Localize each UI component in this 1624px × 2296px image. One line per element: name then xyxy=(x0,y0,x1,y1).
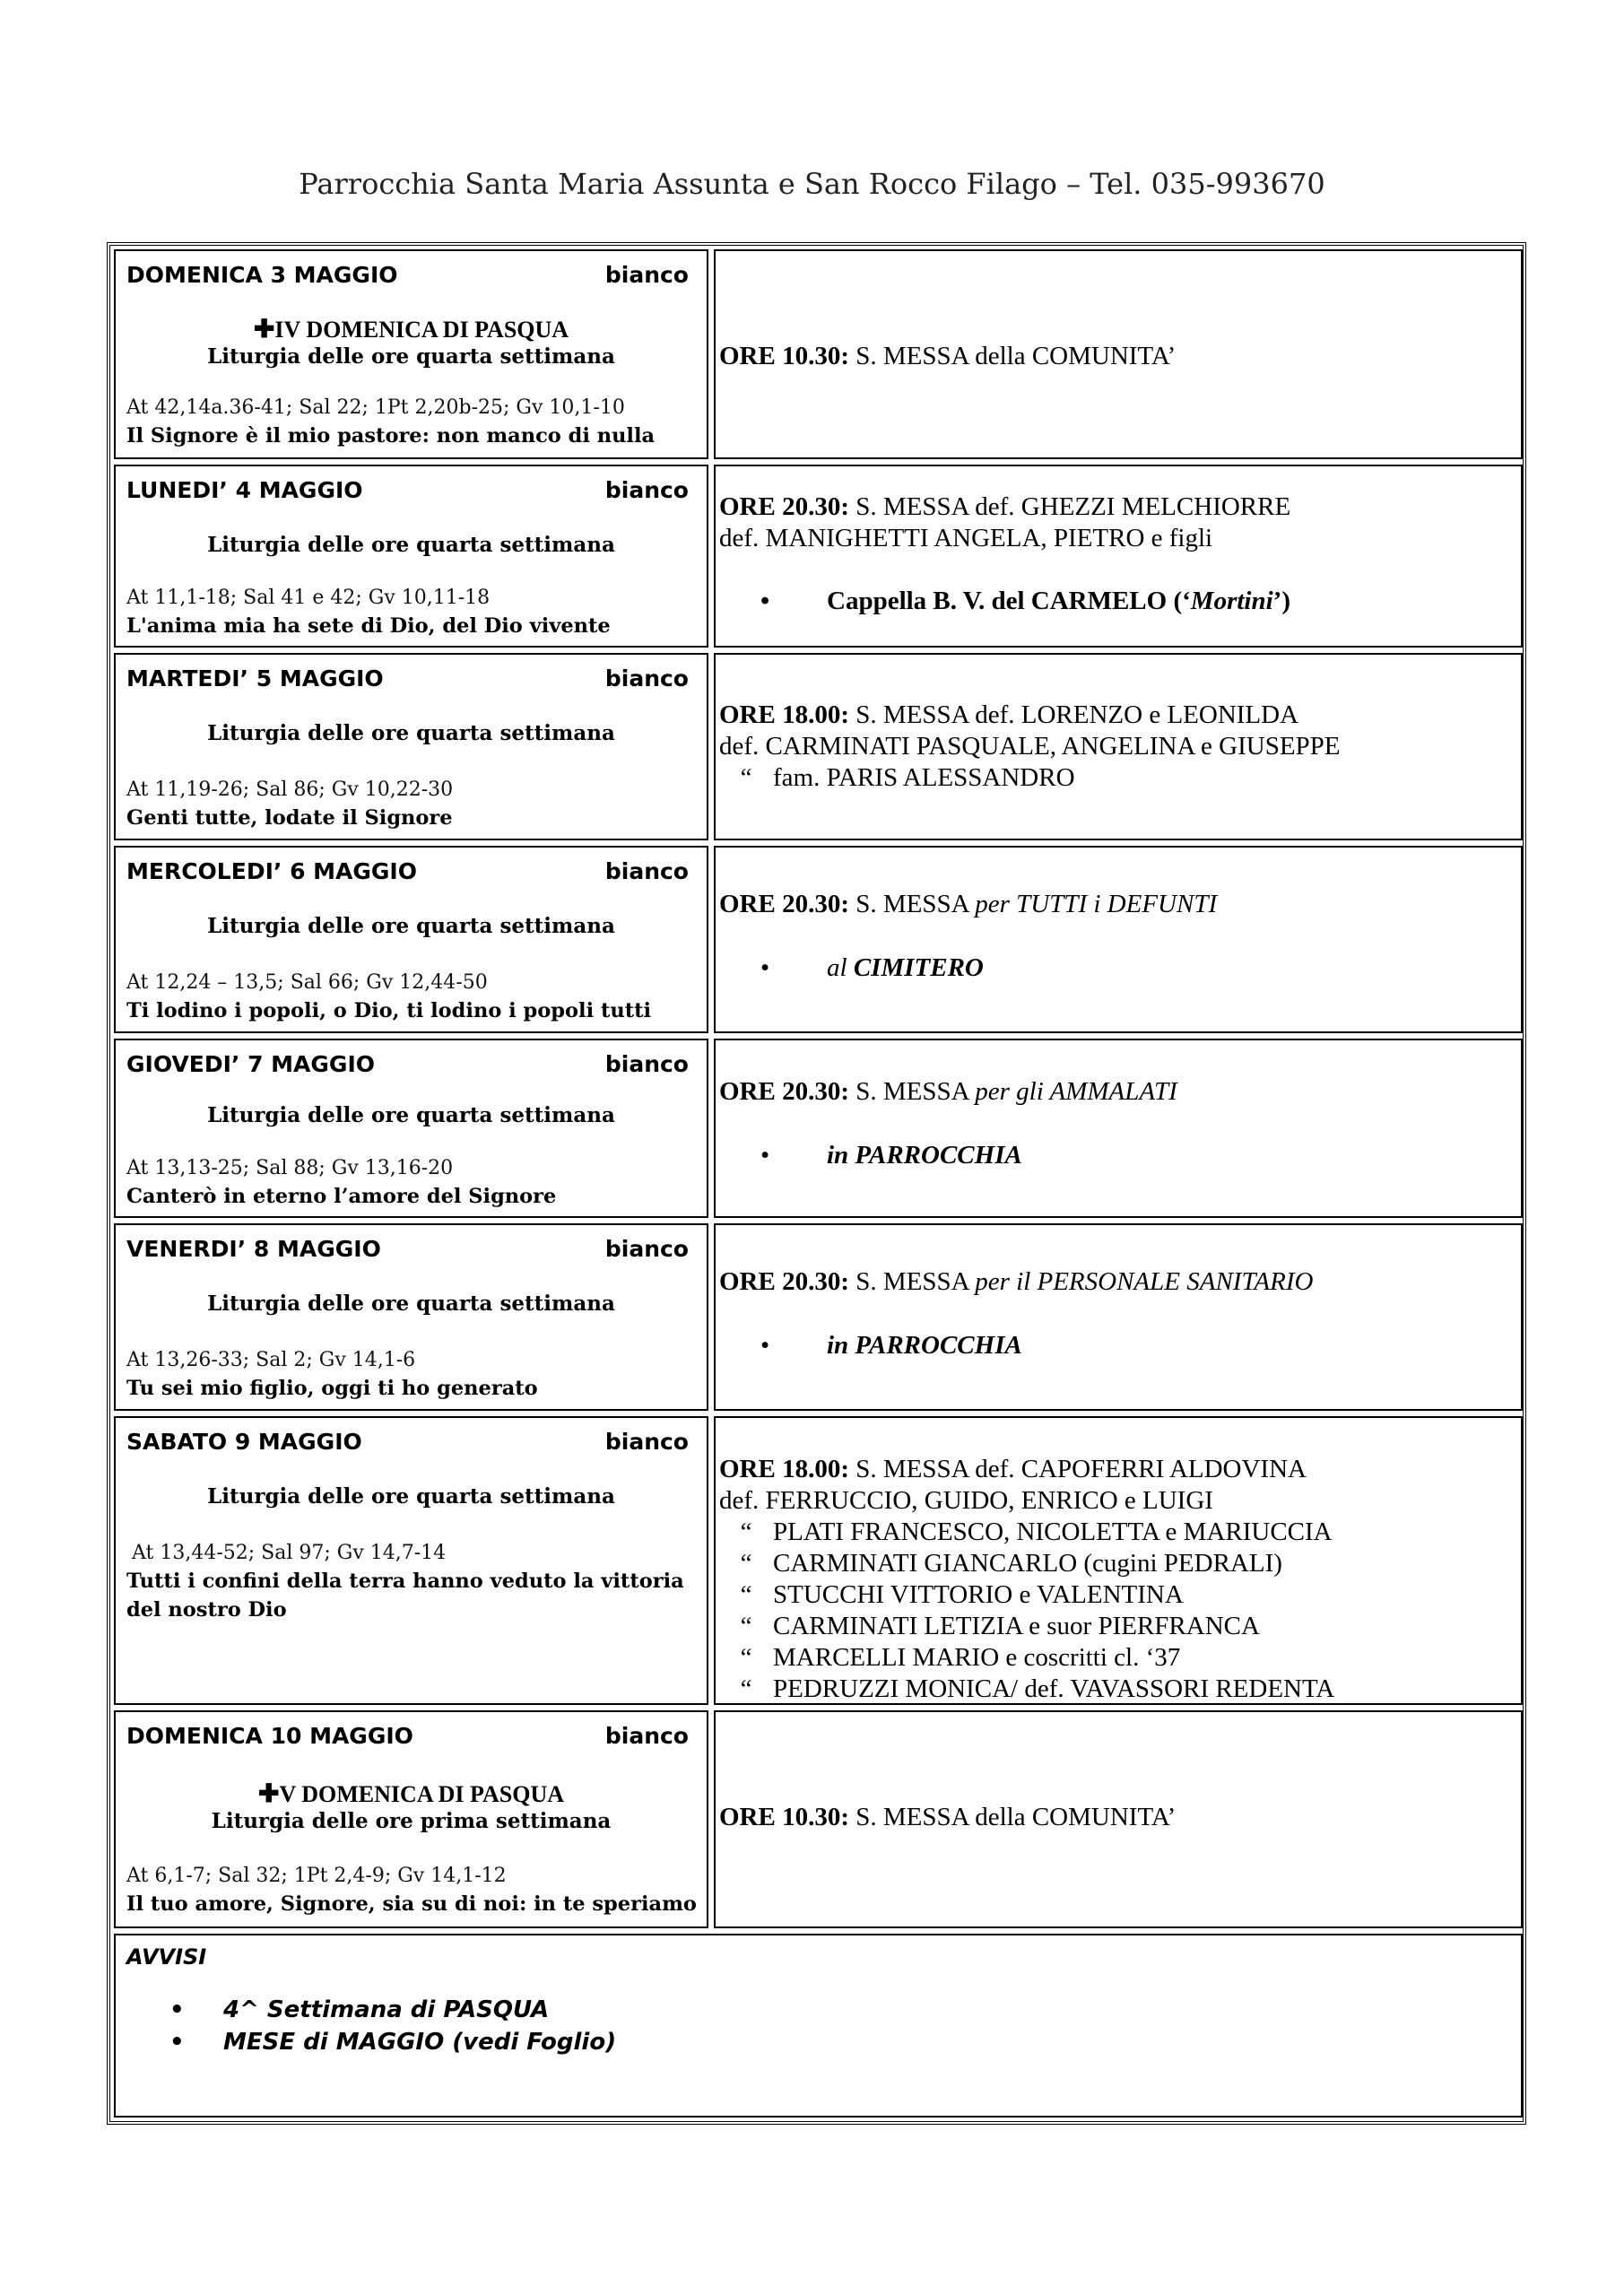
mass-cell-tuesday-5 xyxy=(714,653,1523,840)
bullet-icon: • xyxy=(169,2029,185,2056)
intention-line: “ STUCCHI VITTORIO e VALENTINA xyxy=(740,1580,1184,1609)
feast-title: ✚IV DOMENICA DI PASQUA xyxy=(253,316,569,344)
mass-info: ORE 18.00: S. MESSA def. CAPOFERRI ALDOVINA def. FERRUCCIO, GUIDO, ENRICO e LUIGI “ PLATI FRANCESCO, NICOLETTA e MARIUCCIA “ CARMINATI GIANCARLO (cugini PEDRALI) “ STUCCHI VITTORIO e VALENTINA “ CARMINATI LETIZIA e suor PIERFRANCA “ MARCELLI MARIO e coscritti cl. ‘37 “ PEDRUZZI MONICA/ def. VAVASSORI REDENTA xyxy=(719,1454,1515,1705)
liturgical-color: bianco xyxy=(604,1051,689,1077)
mass-cell-monday-4 xyxy=(714,465,1523,648)
liturgical-color: bianco xyxy=(604,858,689,884)
liturgy-week: Liturgia delle ore quarta settimana xyxy=(207,1292,615,1316)
day-title: DOMENICA 3 MAGGIO xyxy=(126,262,398,288)
psalm-refrain: Ti lodino i popoli, o Dio, ti lodino i popoli tutti xyxy=(126,999,652,1022)
day-cell-saturday-9 xyxy=(114,1416,708,1705)
feast-title: ✚V DOMENICA DI PASQUA xyxy=(257,1780,565,1808)
intention-line: “ PLATI FRANCESCO, NICOLETTA e MARIUCCIA xyxy=(740,1518,1333,1546)
intention-line: “ PEDRUZZI MONICA/ def. VAVASSORI REDENTA xyxy=(740,1674,1335,1703)
day-title: VENERDI’ 8 MAGGIO xyxy=(126,1236,381,1262)
liturgy-week: Liturgia delle ore quarta settimana xyxy=(207,914,615,938)
bullet-icon: • xyxy=(760,953,770,982)
mass-info: ORE 10.30: S. MESSA della COMUNITA’ xyxy=(719,342,1177,370)
day-cell-monday-4 xyxy=(114,465,708,648)
day-title: MARTEDI’ 5 MAGGIO xyxy=(126,665,384,691)
psalm-refrain: Genti tutte, lodate il Signore xyxy=(126,806,453,830)
psalm-refrain: Canterò in eterno l’amore del Signore xyxy=(126,1185,557,1208)
day-cell-friday-8 xyxy=(114,1223,708,1411)
bullet-icon: • xyxy=(760,1141,770,1170)
mass-cell-saturday-9 xyxy=(714,1416,1523,1705)
cross-icon: ✚ xyxy=(257,1780,280,1808)
liturgy-week: Liturgia delle ore quarta settimana xyxy=(207,721,615,745)
liturgical-color: bianco xyxy=(604,1429,689,1455)
mass-location: • Cappella B. V. del CARMELO (‘Mortini’) xyxy=(760,587,1290,615)
day-title: GIOVEDI’ 7 MAGGIO xyxy=(126,1051,376,1077)
liturgy-week: Liturgia delle ore quarta settimana xyxy=(207,1484,615,1509)
liturgy-week: Liturgia delle ore quarta settimana xyxy=(207,1103,615,1127)
mass-info: ORE 20.30: S. MESSA per TUTTI i DEFUNTI xyxy=(719,890,1218,918)
liturgy-week: Liturgia delle ore quarta settimana xyxy=(207,533,615,557)
mass-cell-friday-8 xyxy=(714,1223,1523,1411)
mass-cell-thursday-7 xyxy=(714,1039,1523,1218)
readings: At 11,1-18; Sal 41 e 42; Gv 10,11-18 xyxy=(126,587,491,609)
liturgical-color: bianco xyxy=(604,665,689,691)
readings: At 12,24 – 13,5; Sal 66; Gv 12,44-50 xyxy=(126,971,488,994)
readings: At 11,19-26; Sal 86; Gv 10,22-30 xyxy=(126,778,454,801)
mass-cell-sunday-10 xyxy=(714,1710,1523,1928)
mass-info: ORE 20.30: S. MESSA per il PERSONALE SANITARIO xyxy=(719,1267,1314,1296)
day-cell-sunday-10 xyxy=(114,1710,708,1928)
mass-cell-wednesday-6 xyxy=(714,846,1523,1033)
day-cell-wednesday-6 xyxy=(114,846,708,1033)
bullet-icon: • xyxy=(760,587,770,615)
psalm-refrain: L'anima mia ha sete di Dio, del Dio vivente xyxy=(126,614,611,638)
liturgical-color: bianco xyxy=(604,1236,689,1262)
avvisi-box xyxy=(114,1934,1523,2118)
readings: At 13,26-33; Sal 2; Gv 14,1-6 xyxy=(126,1349,416,1371)
day-title: SABATO 9 MAGGIO xyxy=(126,1429,362,1455)
day-title: MERCOLEDI’ 6 MAGGIO xyxy=(126,858,417,884)
avvisi-item: • MESE di MAGGIO (vedi Foglio) xyxy=(169,2029,617,2056)
parish-header: Parrocchia Santa Maria Assunta e San Rocco Filago – Tel. 035-993670 xyxy=(299,167,1325,201)
liturgical-color: bianco xyxy=(604,477,689,503)
mass-info: ORE 20.30: S. MESSA def. GHEZZI MELCHIORRE def. MANIGHETTI ANGELA, PIETRO e figli xyxy=(719,492,1291,552)
readings: At 13,44-52; Sal 97; Gv 14,7-14 xyxy=(132,1542,447,1564)
readings: At 13,13-25; Sal 88; Gv 13,16-20 xyxy=(126,1157,454,1179)
day-cell-thursday-7 xyxy=(114,1039,708,1218)
liturgy-week: Liturgia delle ore prima settimana xyxy=(211,1809,612,1833)
mass-info: ORE 10.30: S. MESSA della COMUNITA’ xyxy=(719,1803,1177,1831)
cross-icon: ✚ xyxy=(253,316,275,344)
day-cell-sunday-3 xyxy=(114,249,708,459)
mass-info: ORE 20.30: S. MESSA per gli AMMALATI xyxy=(719,1077,1177,1106)
avvisi-title: AVVISI xyxy=(126,1944,207,1970)
liturgy-week: Liturgia delle ore quarta settimana xyxy=(207,344,615,369)
day-title: LUNEDI’ 4 MAGGIO xyxy=(126,477,363,503)
liturgical-color: bianco xyxy=(604,1723,689,1749)
psalm-refrain: Tu sei mio figlio, oggi ti ho generato xyxy=(126,1377,538,1400)
bullet-icon: • xyxy=(169,1996,185,2023)
bullet-icon: • xyxy=(760,1331,770,1360)
readings: At 42,14a.36-41; Sal 22; 1Pt 2,20b-25; Gv 10,1-10 xyxy=(126,396,625,419)
liturgical-color: bianco xyxy=(604,262,689,288)
readings: At 6,1-7; Sal 32; 1Pt 2,4-9; Gv 14,1-12 xyxy=(126,1865,507,1887)
intention-line: “ CARMINATI LETIZIA e suor PIERFRANCA xyxy=(740,1612,1260,1640)
psalm-refrain: Il tuo amore, Signore, sia su di noi: in te speriamo xyxy=(126,1892,697,1916)
mass-location: • in PARROCCHIA xyxy=(760,1331,1022,1360)
avvisi-item: • 4^ Settimana di PASQUA xyxy=(169,1996,550,2023)
day-title: DOMENICA 10 MAGGIO xyxy=(126,1723,413,1749)
day-cell-tuesday-5 xyxy=(114,653,708,840)
mass-location: • al CIMITERO xyxy=(760,953,984,982)
mass-info: ORE 18.00: S. MESSA def. LORENZO e LEONILDA def. CARMINATI PASQUALE, ANGELINA e GIUSEPPE “ fam. PARIS ALESSANDRO xyxy=(719,700,1341,792)
psalm-refrain: Il Signore è il mio pastore: non manco di nulla xyxy=(126,424,656,448)
mass-location: • in PARROCCHIA xyxy=(760,1141,1022,1170)
mass-cell-sunday-3 xyxy=(714,249,1523,459)
schedule-frame xyxy=(107,242,1526,2125)
intention-line: “ CARMINATI GIANCARLO (cugini PEDRALI) xyxy=(740,1549,1282,1578)
psalm-refrain: Tutti i confini della terra hanno veduto la vittoria del nostro Dio xyxy=(126,1570,684,1622)
intention-line: “ MARCELLI MARIO e coscritti cl. ‘37 xyxy=(740,1643,1181,1672)
